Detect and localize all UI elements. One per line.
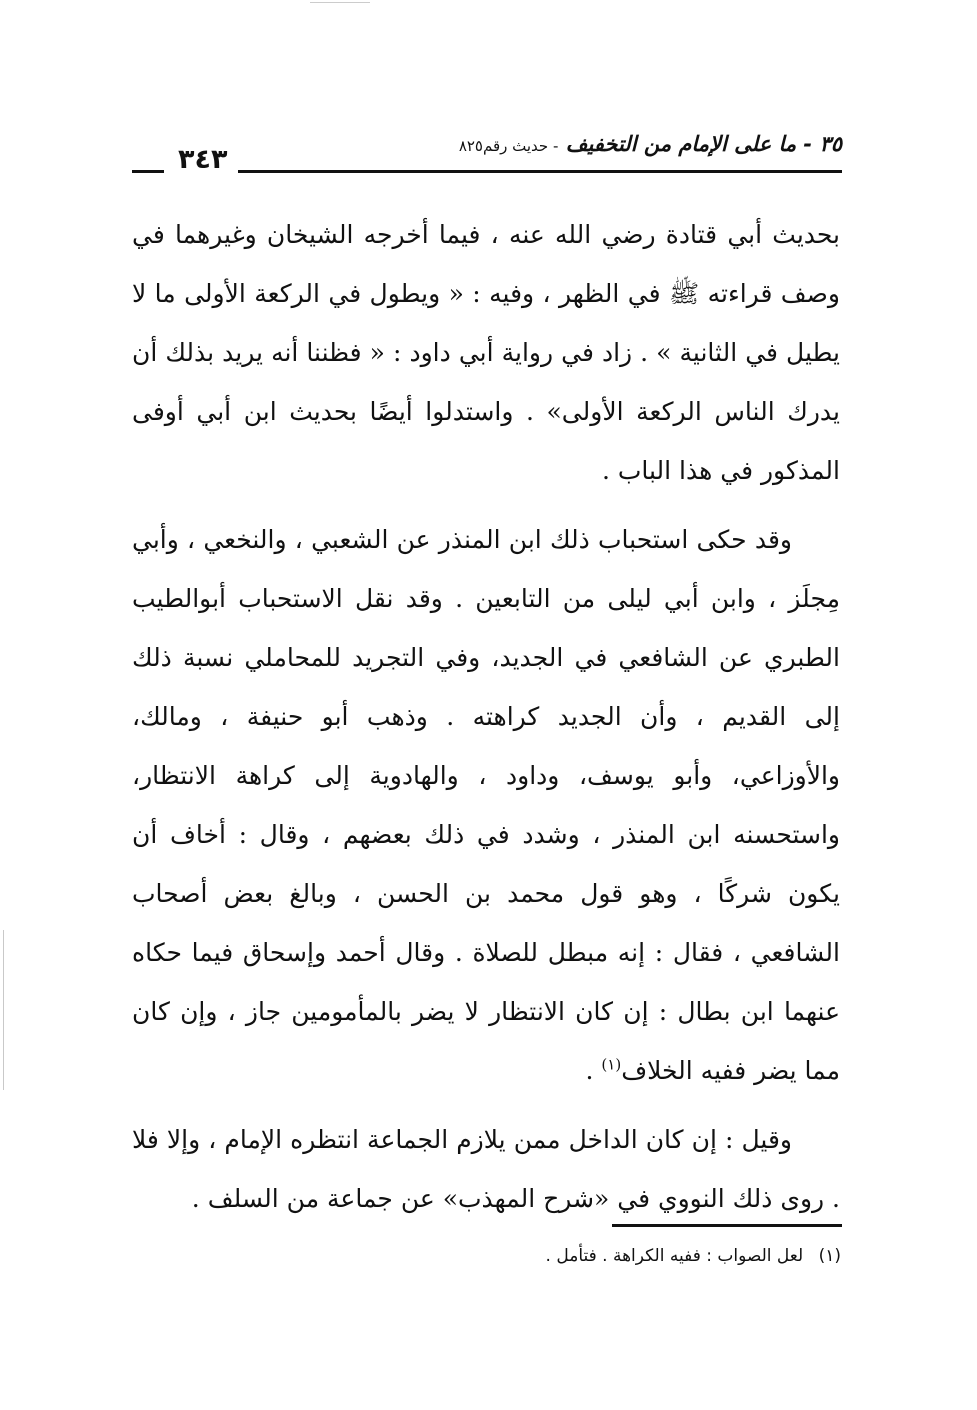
paragraph-2 <box>132 510 840 1100</box>
page-number: ٣٤٣ <box>178 144 228 175</box>
hadith-number: - حديث رقم٨٢٥ <box>458 137 559 155</box>
paragraph-2-end: . <box>585 1056 602 1085</box>
header-rule-short <box>132 170 164 173</box>
chapter-title-text: ٣٥ - ما على الإمام من التخفيف <box>565 132 842 156</box>
footnote-reference: (١) <box>601 1055 622 1074</box>
paragraph-2-text: وقد حكى استحباب ذلك ابن المنذر عن الشعبي ، والنخعي ، وأبي مِجلَز ، وابن أبي ليلى من التابعين . وقد نقل الاستحباب أبوالطيب الطبري عن الشافعي في الجديد، وفي التجريد للمحاملي نسبة ذلك إلى القديم ، وأن الجديد كراهته . وذهب أبو حنيفة ، ومالك، والأوزاعي، وأبو يوسف، وداود ، والهادوية إلى كراهة الانتظار، واستحسنه ابن المنذر ، وشدد في ذلك بعضهم ، وقال : أخاف أن يكون شركًا ، وهو قول محمد بن الحسن ، وبالغ بعض أصحاب الشافعي ، فقال : إنه مبطل للصلاة . وقال أحمد وإسحاق فيما حكاه عنهما ابن بطال : إن كان الانتظار لا يضر بالمأمومين جاز ، وإن كان مما يضر ففيه الخلاف <box>132 525 840 1085</box>
chapter-title <box>459 132 842 156</box>
footnote-text: لعل الصواب : ففيه الكراهة . فتأمل . <box>545 1246 804 1266</box>
running-header <box>130 128 842 184</box>
footnote-separator <box>612 1224 842 1227</box>
footnote <box>546 1246 841 1266</box>
main-text <box>132 205 840 1238</box>
paragraph-3: وقيل : إن كان الداخل ممن يلازم الجماعة انتظره الإمام ، وإلا فلا . روى ذلك النووي في «شرح المهذب» عن جماعة من السلف . <box>132 1125 840 1213</box>
paragraph-1: بحديث أبي قتادة رضي الله عنه ، فيما أخرجه الشيخان وغيرهما في وصف قراءته ﷺ في الظهر ، وفيه : « ويطول في الركعة الأولى ما لا يطيل في الثانية » . زاد في رواية أبي داود : « فظننا أنه يريد بذلك أن يدرك الناس الركعة الأولى» . واستدلوا أيضًا بحديث ابن أبي أوفى المذكور في هذا الباب . <box>132 220 841 485</box>
footnote-number: (١) <box>818 1246 841 1266</box>
scan-mark <box>310 2 370 3</box>
scan-margin-line <box>3 930 4 1090</box>
header-rule <box>238 170 842 173</box>
